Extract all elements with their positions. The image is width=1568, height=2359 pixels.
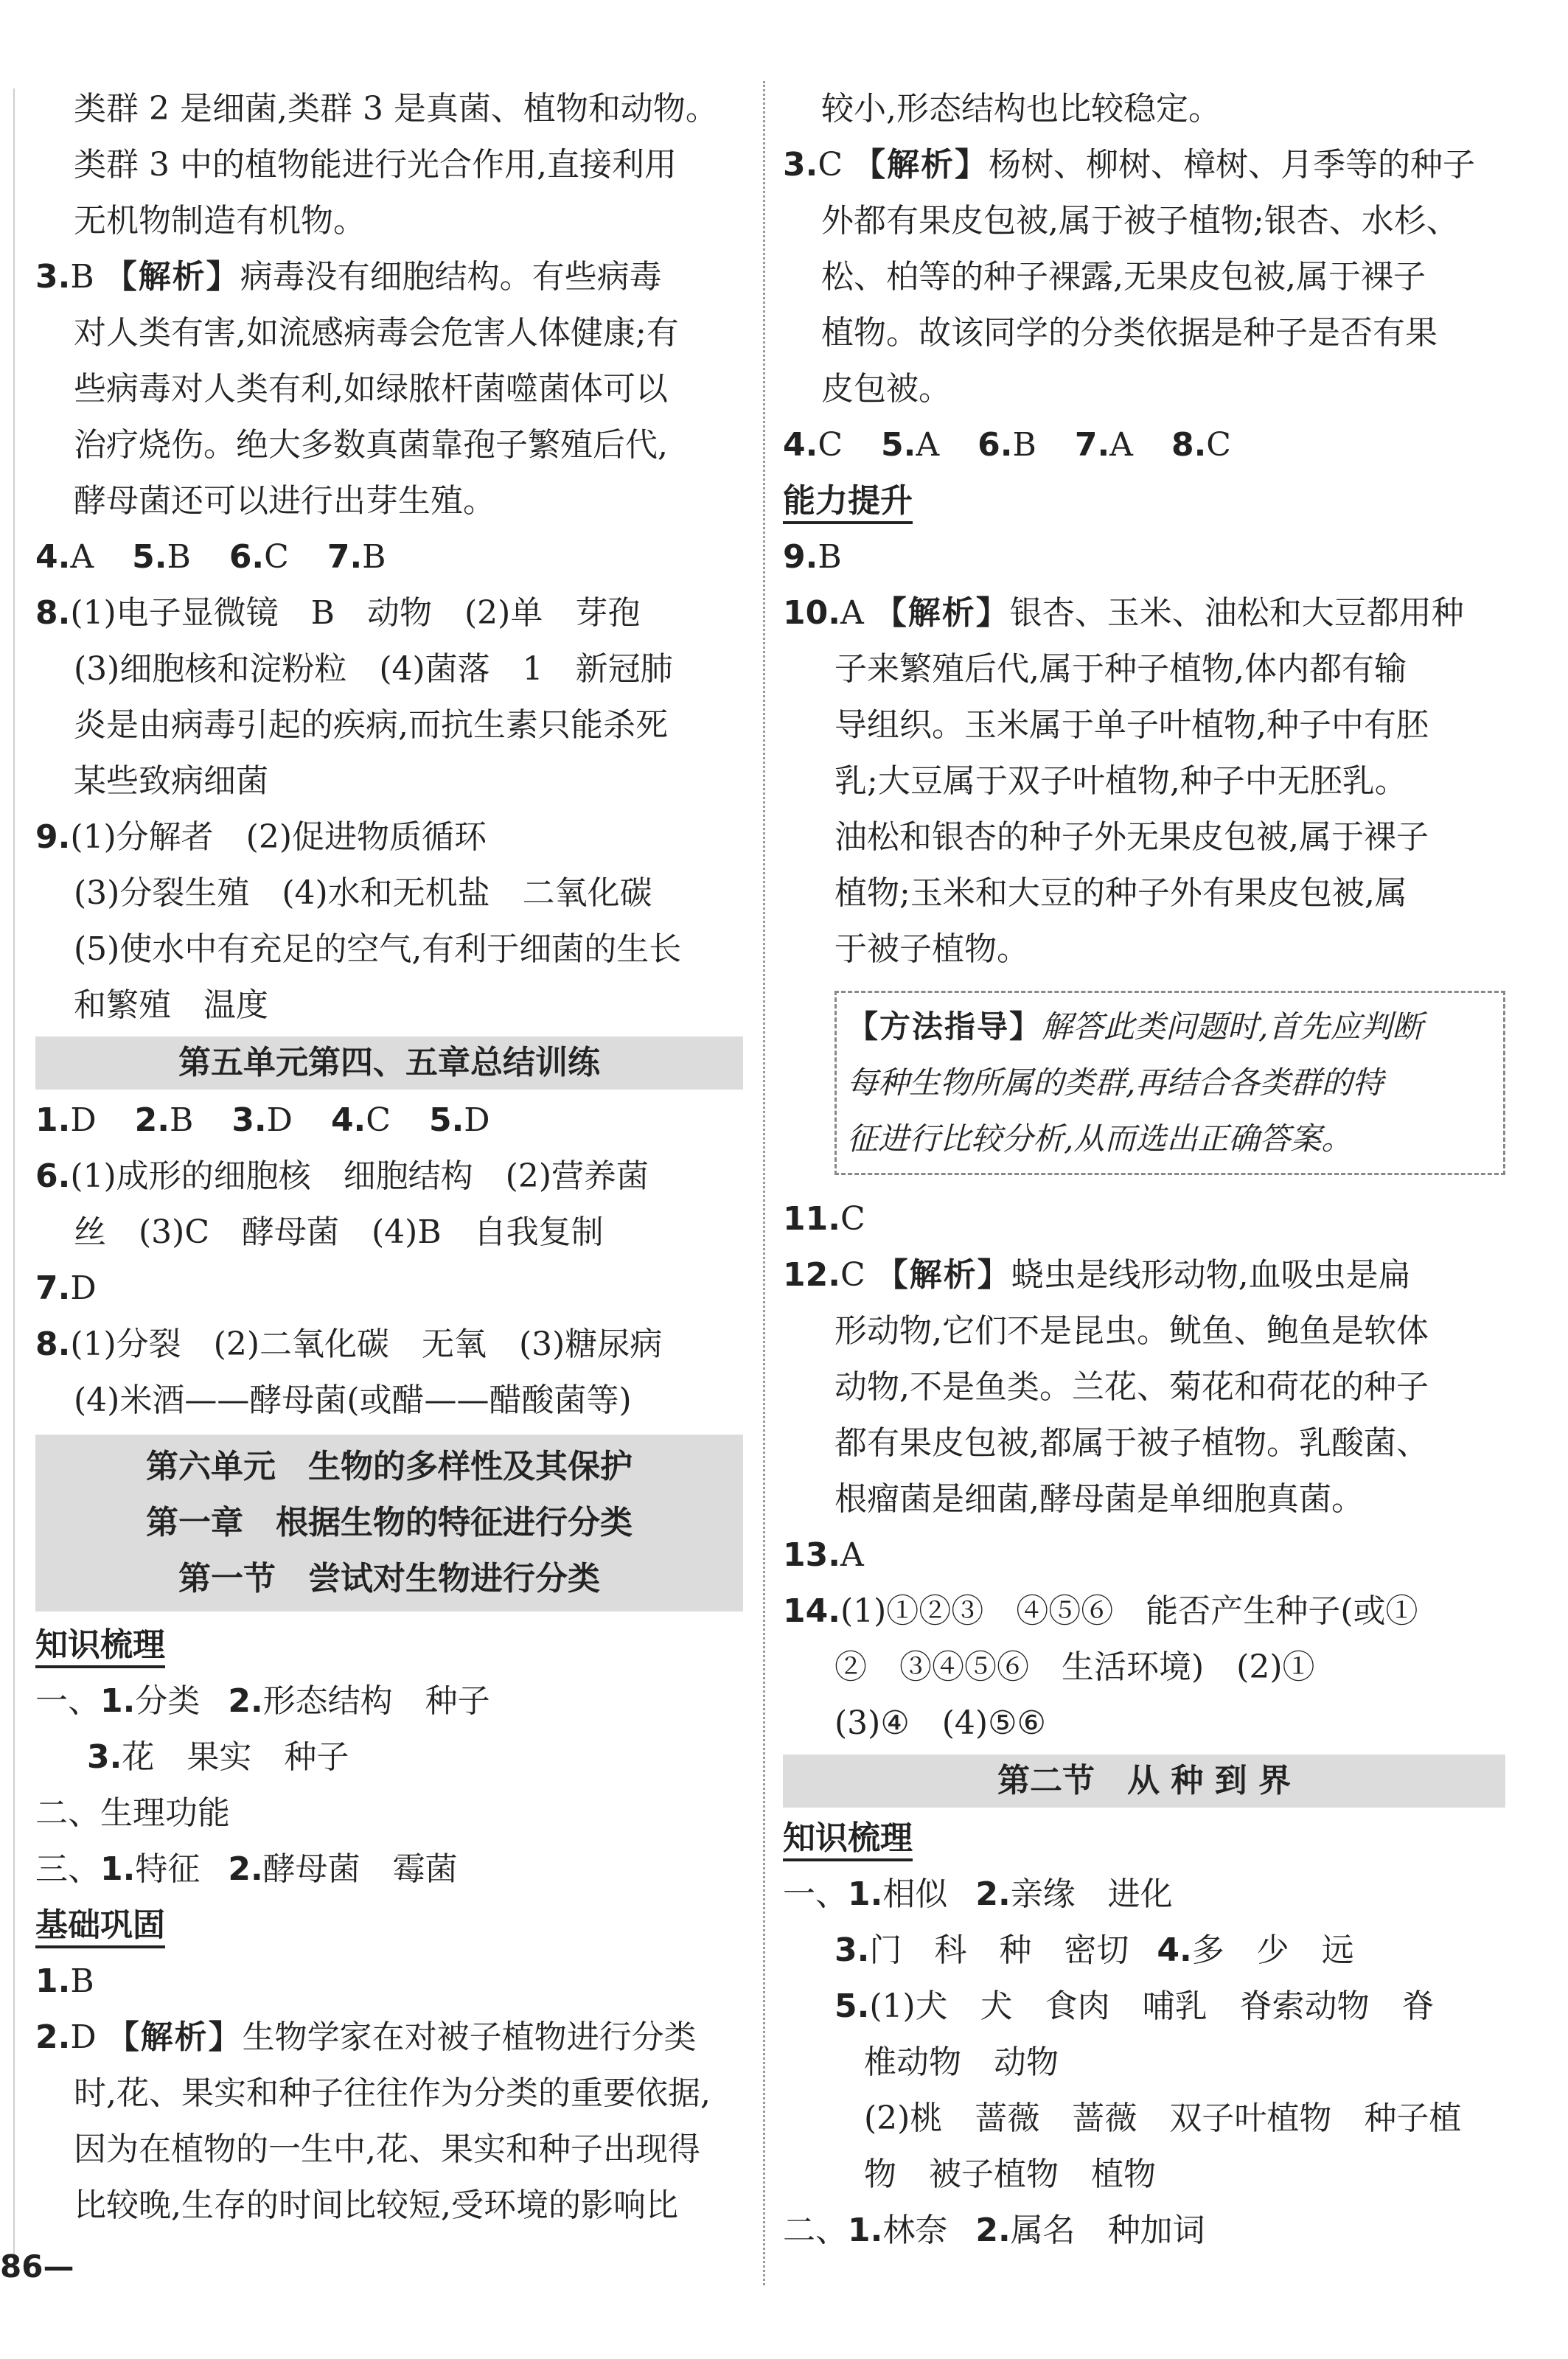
list-prefix: 一、	[35, 1682, 100, 1720]
item-number: 1.	[100, 1850, 136, 1888]
method-text: 解答此类问题时,首先应判断	[1042, 1008, 1424, 1045]
question-number: 7.	[327, 538, 363, 576]
summary-answer-6	[35, 1149, 743, 1205]
answer-text: (1)成形的细胞核 细胞结构 (2)营养菌	[70, 1157, 649, 1195]
list-prefix: 二、	[783, 2212, 848, 2249]
question-number: 6.	[229, 538, 265, 576]
item-text: 花 果实 种子	[122, 1738, 349, 1776]
question-number: 11.	[783, 1200, 840, 1238]
answer-choice: C	[264, 538, 289, 576]
method-tag: 【方法指导】	[847, 1008, 1042, 1045]
answer-choice: B	[1012, 426, 1036, 464]
answer-choice: D	[70, 1101, 97, 1139]
answer-8	[35, 585, 743, 641]
method-text: 征进行比较分析,从而选出正确答案。	[847, 1121, 1353, 1157]
answer-choice: D	[464, 1101, 490, 1139]
question-number: 14.	[783, 1592, 840, 1630]
item-text: 林奈	[882, 2212, 948, 2249]
knowledge-item-1	[783, 1867, 1505, 1923]
item-number: 3.	[834, 1931, 870, 1969]
text-line: 比较晚,生存的时间比较短,受环境的影响比	[74, 2186, 678, 2224]
knowledge-item-5	[783, 1979, 1505, 2035]
answer-choice: A	[840, 1536, 864, 1574]
text-line: (3)分裂生殖 (4)水和无机盐 二氧化碳	[74, 874, 652, 912]
item-text: 形态结构 种子	[262, 1682, 490, 1720]
knowledge-item-2	[783, 2203, 1505, 2259]
question-number: 4.	[783, 426, 818, 464]
heading-text: 知识梳理	[35, 1626, 165, 1668]
answer-text: (1)分裂 (2)二氧化碳 无氧 (3)糖尿病	[70, 1325, 663, 1363]
text-line: 导组织。玉米属于单子叶植物,种子中有胚	[834, 706, 1429, 744]
answer-choice: A	[916, 426, 940, 464]
answer-choice: C	[1206, 426, 1231, 464]
question-number: 2.	[134, 1101, 170, 1139]
text-line: 根瘤菌是细菌,酵母菌是单细胞真菌。	[834, 1480, 1364, 1518]
answer-choice: C	[840, 1256, 865, 1294]
text-line: 因为在植物的一生中,花、果实和种子出现得	[74, 2130, 700, 2168]
text-line: (5)使水中有充足的空气,有利于细菌的生长	[74, 930, 682, 968]
knowledge-item-3-4	[783, 1923, 1505, 1979]
answer-choice: D	[266, 1101, 293, 1139]
summary-answer-7	[35, 1261, 743, 1317]
item-text: 酵母菌 霉菌	[262, 1850, 458, 1888]
text-line: 椎动物 动物	[864, 2043, 1059, 2081]
text-line: (3)④ (4)⑤⑥	[834, 1704, 1046, 1742]
subsection-heading	[35, 1898, 743, 1954]
item-number: 2.	[975, 2212, 1011, 2249]
summary-answers-1-5	[35, 1093, 743, 1149]
page-number: 86—	[0, 2248, 74, 2285]
text-line: 较小,形态结构也比较稳定。	[821, 90, 1221, 128]
summary-answer-8	[35, 1317, 743, 1373]
question-number: 9.	[783, 538, 818, 576]
unit-title: 第六单元 生物的多样性及其保护	[146, 1448, 633, 1485]
question-number: 8.	[1171, 426, 1207, 464]
item-text: 属名 种加词	[1010, 2212, 1205, 2249]
text-line: 乳;大豆属于双子叶植物,种子中无胚乳。	[834, 762, 1407, 800]
question-number: 4.	[330, 1101, 366, 1139]
ability-answer-9	[783, 529, 1505, 585]
section-banner: 第二节 从 种 到 界	[783, 1755, 1505, 1808]
question-number: 5.	[132, 538, 167, 576]
unit-title-banner	[35, 1435, 743, 1611]
subsection-heading	[783, 1811, 1505, 1867]
text-line: 类群 2 是细菌,类群 3 是真菌、植物和动物。	[74, 90, 718, 128]
analysis-text: 蛲虫是线形动物,血吸虫是扁	[1011, 1256, 1411, 1294]
answer-9	[35, 809, 743, 865]
answer-choice: A	[840, 594, 864, 632]
item-text: 相似	[882, 1875, 948, 1913]
analysis-text: 杨树、柳树、樟树、月季等的种子	[989, 146, 1476, 184]
answer-choice: B	[70, 1962, 94, 2000]
subsection-heading	[783, 473, 1505, 529]
ability-answer-10	[783, 585, 1505, 641]
text-line: 都有果皮包被,都属于被子植物。乳酸菌、	[834, 1424, 1429, 1462]
basic-answer-2	[35, 2010, 743, 2066]
text-line: 外都有果皮包被,属于被子植物;银杏、水杉、	[821, 202, 1459, 240]
answer-choice: D	[70, 2018, 97, 2056]
question-number: 6.	[978, 426, 1013, 464]
item-number: 1.	[100, 1682, 136, 1720]
question-number: 3.	[35, 258, 71, 296]
item-number: 1.	[848, 2212, 883, 2249]
knowledge-item-1	[35, 1673, 743, 1729]
text-line: 类群 3 中的植物能进行光合作用,直接利用	[74, 146, 677, 184]
text-line: 油松和银杏的种子外无果皮包被,属于裸子	[834, 818, 1429, 856]
item-number: 2.	[228, 1682, 263, 1720]
answers-4-7	[35, 529, 743, 585]
summary-section-banner: 第五单元第四、五章总结训练	[35, 1036, 743, 1090]
knowledge-item-3	[35, 1841, 743, 1898]
item-number: 1.	[848, 1875, 883, 1913]
answer-choice: B	[70, 258, 94, 296]
heading-text: 基础巩固	[35, 1906, 165, 1948]
text-line: 时,花、果实和种子往往作为分类的重要依据,	[74, 2074, 711, 2112]
question-number: 3.	[783, 146, 818, 184]
text-line: 酵母菌还可以进行出芽生殖。	[74, 482, 495, 520]
analysis-text: 生物学家在对被子植物进行分类	[242, 2018, 697, 2056]
question-number: 3.	[231, 1101, 267, 1139]
answer-choice: B	[362, 538, 386, 576]
left-edge-rule	[13, 88, 15, 2271]
analysis-text: 病毒没有细胞结构。有些病毒	[240, 258, 662, 296]
knowledge-item-2: 二、生理功能	[35, 1794, 230, 1832]
answer-text: (1)分解者 (2)促进物质循环	[70, 818, 487, 856]
knowledge-item-1-3	[35, 1729, 743, 1785]
text-line: 动物,不是鱼类。兰花、菊花和荷花的种子	[834, 1368, 1429, 1406]
item-number: 2.	[228, 1850, 263, 1888]
text-line: (4)米酒——酵母菌(或醋——醋酸菌等)	[74, 1381, 632, 1419]
list-prefix: 一、	[783, 1875, 848, 1913]
left-column	[35, 81, 743, 2234]
question-number: 10.	[783, 594, 840, 632]
question-number: 4.	[35, 538, 71, 576]
text-line: 植物。故该同学的分类依据是种子是否有果	[821, 314, 1438, 352]
text-line: 子来繁殖后代,属于种子植物,体内都有输	[834, 650, 1407, 688]
question-number: 5.	[881, 426, 916, 464]
analysis-text: 银杏、玉米、油松和大豆都用种	[1009, 594, 1464, 632]
question-number: 7.	[35, 1269, 71, 1307]
answer-choice: C	[366, 1101, 391, 1139]
list-prefix: 三、	[35, 1850, 100, 1888]
heading-text: 能力提升	[783, 482, 913, 524]
question-number: 1.	[35, 1101, 71, 1139]
analysis-tag: 【解析】	[853, 146, 989, 184]
item-text: 门 科 种 密切	[869, 1931, 1129, 1969]
answer-choice: B	[167, 538, 191, 576]
question-number: 6.	[35, 1157, 71, 1195]
text-line: (3)细胞核和淀粉粒 (4)菌落 1 新冠肺	[74, 650, 673, 688]
question-number: 2.	[35, 2018, 71, 2056]
basic-answer-3	[783, 137, 1505, 193]
question-number: 8.	[35, 594, 71, 632]
question-number: 12.	[783, 1256, 840, 1294]
answer-choice: D	[70, 1269, 97, 1307]
item-text: 分类	[135, 1682, 201, 1720]
ability-answer-14	[783, 1583, 1505, 1640]
column-divider	[763, 81, 765, 2285]
item-text: (1)犬 犬 食肉 哺乳 脊索动物 脊	[869, 1987, 1435, 2025]
text-line: 某些致病细菌	[74, 762, 268, 800]
answer-3	[35, 249, 743, 305]
text-line: 些病毒对人类有利,如绿脓杆菌噬菌体可以	[74, 370, 668, 408]
text-line: 对人类有害,如流感病毒会危害人体健康;有	[74, 314, 679, 352]
text-line: 形动物,它们不是昆虫。鱿鱼、鲍鱼是软体	[834, 1312, 1429, 1350]
item-number: 2.	[975, 1875, 1011, 1913]
basic-answers-4-8	[783, 417, 1505, 473]
question-number: 13.	[783, 1536, 840, 1574]
text-line: 和繁殖 温度	[74, 986, 268, 1024]
answer-choice: A	[1109, 426, 1133, 464]
text-line: 植物;玉米和大豆的种子外有果皮包被,属	[834, 874, 1407, 912]
answer-choice: B	[818, 538, 842, 576]
question-number: 8.	[35, 1325, 71, 1363]
item-number: 3.	[87, 1738, 122, 1776]
analysis-tag: 【解析】	[874, 594, 1010, 632]
subsection-heading	[35, 1617, 743, 1673]
text-line: 皮包被。	[821, 370, 951, 408]
answer-choice: C	[818, 146, 843, 184]
text-line: ② ③④⑤⑥ 生活环境) (2)①	[834, 1648, 1315, 1686]
right-column	[783, 81, 1505, 2259]
question-number: 9.	[35, 818, 71, 856]
question-number: 7.	[1074, 426, 1110, 464]
text-line: 于被子植物。	[834, 930, 1029, 968]
answer-choice: A	[70, 538, 94, 576]
method-guidance-box	[834, 991, 1505, 1175]
heading-text: 知识梳理	[783, 1819, 913, 1861]
question-number: 5.	[428, 1101, 464, 1139]
item-text: 多 少 远	[1191, 1931, 1354, 1969]
chapter-title: 第一章 根据生物的特征进行分类	[146, 1504, 633, 1541]
section-title: 第一节 尝试对生物进行分类	[178, 1560, 600, 1597]
item-number: 4.	[1157, 1931, 1192, 1969]
text-line: 丝 (3)C 酵母菌 (4)B 自我复制	[74, 1213, 604, 1251]
text-line: 无机物制造有机物。	[74, 202, 366, 240]
question-number: 1.	[35, 1962, 71, 2000]
text-line: 治疗烧伤。绝大多数真菌靠孢子繁殖后代,	[74, 426, 668, 464]
answer-text: (1)①②③ ④⑤⑥ 能否产生种子(或①	[840, 1592, 1418, 1630]
ability-answer-13	[783, 1527, 1505, 1583]
analysis-tag: 【解析】	[106, 2018, 243, 2056]
text-line: 松、柏等的种子裸露,无果皮包被,属于裸子	[821, 258, 1426, 296]
text-line: 物 被子植物 植物	[864, 2156, 1156, 2193]
ability-answer-11	[783, 1191, 1505, 1247]
answer-text: (1)电子显微镜 B 动物 (2)单 芽孢	[70, 594, 641, 632]
method-text: 每种生物所属的类群,再结合各类群的特	[847, 1064, 1384, 1101]
text-line: (2)桃 蔷薇 蔷薇 双子叶植物 种子植	[864, 2100, 1462, 2137]
analysis-tag: 【解析】	[104, 258, 240, 296]
ability-answer-12	[783, 1247, 1505, 1303]
item-number: 5.	[834, 1987, 870, 2025]
item-text: 亲缘 进化	[1010, 1875, 1173, 1913]
answer-choice: C	[818, 426, 843, 464]
text-line: 炎是由病毒引起的疾病,而抗生素只能杀死	[74, 706, 668, 744]
answer-choice: B	[169, 1101, 194, 1139]
answer-choice: C	[840, 1200, 865, 1238]
basic-answer-1	[35, 1954, 743, 2010]
analysis-tag: 【解析】	[875, 1256, 1011, 1294]
item-text: 特征	[135, 1850, 201, 1888]
